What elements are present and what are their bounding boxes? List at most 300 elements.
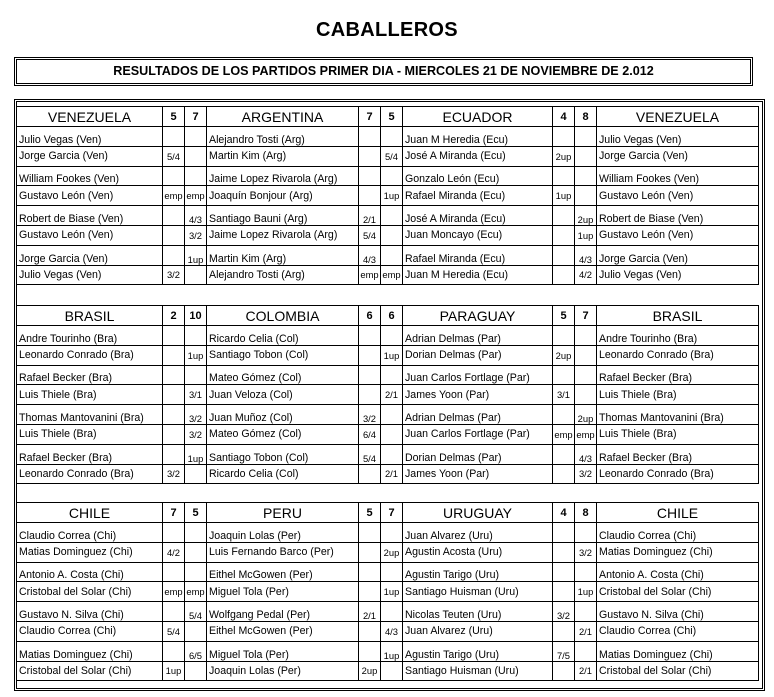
match-result: [553, 464, 575, 484]
match-result: [163, 245, 185, 265]
match-row: [17, 385, 759, 405]
group-table: [16, 305, 759, 484]
player-name: Agustin Acosta (Uru): [403, 542, 553, 562]
player-name: Dorian Delmas (Par): [403, 444, 553, 464]
match-result: [553, 542, 575, 562]
match-result: 4/3: [359, 245, 381, 265]
page-title: CABALLEROS: [316, 19, 458, 41]
match-result: [553, 444, 575, 464]
match-result: [553, 621, 575, 641]
match-result: [575, 166, 597, 186]
match-result: 2up: [381, 542, 403, 562]
player-name: Luis Thiele (Bra): [597, 424, 759, 444]
player-name: Leonardo Conrado (Bra): [597, 464, 759, 484]
team-name: VENEZUELA: [597, 107, 759, 127]
match-result: [553, 562, 575, 582]
player-name: Martin Kim (Arg): [207, 146, 359, 166]
match-result: [553, 326, 575, 346]
match-result: 4/3: [381, 621, 403, 641]
team-score: 4: [553, 107, 575, 127]
player-name: Luis Thiele (Bra): [597, 385, 759, 405]
player-name: Juan Alvarez (Uru): [403, 621, 553, 641]
team-name: BRASIL: [17, 306, 163, 326]
player-name: Dorian Delmas (Par): [403, 345, 553, 365]
player-name: Ricardo Celia (Col): [207, 464, 359, 484]
match-result: [553, 365, 575, 385]
player-name: Miguel Tola (Per): [207, 641, 359, 661]
match-result: 4/2: [163, 542, 185, 562]
match-result: emp: [575, 424, 597, 444]
player-name: Miguel Tola (Per): [207, 582, 359, 602]
match-result: [575, 127, 597, 147]
match-result: [163, 225, 185, 245]
match-result: [359, 166, 381, 186]
match-result: [381, 562, 403, 582]
match-result: 5/4: [163, 621, 185, 641]
player-name: Agustin Tarigo (Uru): [403, 641, 553, 661]
player-name: Luis Fernando Barco (Per): [207, 542, 359, 562]
match-result: 2/1: [575, 661, 597, 681]
match-row: [17, 542, 759, 562]
match-result: 1up: [185, 345, 207, 365]
match-row: [17, 245, 759, 265]
match-result: emp: [359, 265, 381, 285]
match-result: [359, 621, 381, 641]
match-row: [17, 405, 759, 425]
team-score: 4: [553, 503, 575, 523]
player-name: Juan Muñoz (Col): [207, 405, 359, 425]
match-result: 1up: [553, 186, 575, 206]
player-name: Gustavo León (Ven): [597, 225, 759, 245]
player-name: Rafael Becker (Bra): [17, 365, 163, 385]
match-result: 5/4: [163, 146, 185, 166]
player-name: Julio Vegas (Ven): [597, 265, 759, 285]
match-result: [359, 385, 381, 405]
player-name: Juan M Heredia (Ecu): [403, 127, 553, 147]
player-name: Rafael Miranda (Ecu): [403, 186, 553, 206]
player-name: Rafael Becker (Bra): [597, 365, 759, 385]
match-row: [17, 146, 759, 166]
match-result: [381, 405, 403, 425]
match-result: [381, 245, 403, 265]
match-row: [17, 345, 759, 365]
match-result: 3/2: [163, 464, 185, 484]
match-result: [185, 265, 207, 285]
player-name: Rafael Becker (Bra): [17, 444, 163, 464]
player-name: Matias Dominguez (Chi): [597, 542, 759, 562]
player-name: Jorge Garcia (Ven): [597, 146, 759, 166]
match-result: 2up: [575, 206, 597, 226]
match-result: [163, 523, 185, 543]
team-score: 5: [381, 107, 403, 127]
match-result: 1up: [381, 582, 403, 602]
match-result: [359, 582, 381, 602]
player-name: Santiago Huisman (Uru): [403, 582, 553, 602]
player-name: Matias Dominguez (Chi): [597, 641, 759, 661]
player-name: Cristobal del Solar (Chi): [597, 582, 759, 602]
match-result: 1up: [185, 245, 207, 265]
team-score: 6: [381, 306, 403, 326]
match-result: 2up: [553, 345, 575, 365]
match-result: 4/3: [575, 444, 597, 464]
match-result: [359, 641, 381, 661]
player-name: Gustavo León (Ven): [597, 186, 759, 206]
player-name: Matias Dominguez (Chi): [17, 542, 163, 562]
match-row: [17, 621, 759, 641]
match-result: [553, 225, 575, 245]
player-name: Cristobal del Solar (Chi): [17, 582, 163, 602]
match-result: [185, 127, 207, 147]
match-result: [185, 326, 207, 346]
match-result: 3/2: [185, 424, 207, 444]
player-name: Jorge Garcia (Ven): [17, 245, 163, 265]
match-result: [575, 186, 597, 206]
match-result: [359, 464, 381, 484]
player-name: Thomas Mantovanini (Bra): [17, 405, 163, 425]
match-result: 3/1: [185, 385, 207, 405]
match-row: [17, 206, 759, 226]
match-result: [359, 562, 381, 582]
match-result: [553, 582, 575, 602]
team-score: 2: [163, 306, 185, 326]
match-row: [17, 641, 759, 661]
group-header-row: [17, 306, 759, 326]
match-result: 3/2: [553, 602, 575, 622]
match-row: [17, 127, 759, 147]
player-name: Antonio A. Costa (Chi): [17, 562, 163, 582]
match-row: [17, 464, 759, 484]
match-result: 3/2: [575, 542, 597, 562]
player-name: Claudio Correa (Chi): [17, 523, 163, 543]
match-result: emp: [185, 186, 207, 206]
player-name: Juan Carlos Fortlage (Par): [403, 365, 553, 385]
match-result: [163, 206, 185, 226]
match-result: [163, 365, 185, 385]
match-result: emp: [553, 424, 575, 444]
player-name: Luis Thiele (Bra): [17, 385, 163, 405]
team-score: 5: [359, 503, 381, 523]
match-result: [163, 405, 185, 425]
match-result: 3/2: [575, 464, 597, 484]
player-name: Juan M Heredia (Ecu): [403, 265, 553, 285]
match-result: [553, 523, 575, 543]
match-result: 7/5: [553, 641, 575, 661]
match-row: [17, 562, 759, 582]
match-result: 5/4: [185, 602, 207, 622]
player-name: Andre Tourinho (Bra): [17, 326, 163, 346]
player-name: Thomas Mantovanini (Bra): [597, 405, 759, 425]
match-row: [17, 365, 759, 385]
match-result: [185, 562, 207, 582]
match-result: [359, 365, 381, 385]
player-name: James Yoon (Par): [403, 464, 553, 484]
player-name: Adrian Delmas (Par): [403, 326, 553, 346]
player-name: Luis Thiele (Bra): [17, 424, 163, 444]
player-name: Ricardo Celia (Col): [207, 326, 359, 346]
team-score: 8: [575, 107, 597, 127]
match-result: [575, 562, 597, 582]
team-name: ECUADOR: [403, 107, 553, 127]
player-name: Leonardo Conrado (Bra): [17, 464, 163, 484]
team-name: VENEZUELA: [17, 107, 163, 127]
match-result: 5/4: [381, 146, 403, 166]
match-row: [17, 265, 759, 285]
match-result: emp: [163, 186, 185, 206]
match-result: [163, 444, 185, 464]
player-name: Juan Alvarez (Uru): [403, 523, 553, 543]
match-result: emp: [381, 265, 403, 285]
player-name: Claudio Correa (Chi): [17, 621, 163, 641]
team-score: 7: [163, 503, 185, 523]
team-score: 10: [185, 306, 207, 326]
player-name: Santiago Tobon (Col): [207, 444, 359, 464]
match-row: [17, 602, 759, 622]
player-name: Eithel McGowen (Per): [207, 562, 359, 582]
player-name: Andre Tourinho (Bra): [597, 326, 759, 346]
match-row: [17, 225, 759, 245]
player-name: Mateo Gómez (Col): [207, 365, 359, 385]
player-name: Jorge Garcia (Ven): [597, 245, 759, 265]
match-row: [17, 186, 759, 206]
match-result: 1up: [575, 582, 597, 602]
player-name: Alejandro Tosti (Arg): [207, 127, 359, 147]
match-result: [359, 345, 381, 365]
player-name: Gustavo León (Ven): [17, 225, 163, 245]
team-score: 7: [575, 306, 597, 326]
match-result: [381, 326, 403, 346]
player-name: Martin Kim (Arg): [207, 245, 359, 265]
match-result: [163, 424, 185, 444]
team-name: CHILE: [17, 503, 163, 523]
player-name: Leonardo Conrado (Bra): [17, 345, 163, 365]
match-result: 1up: [381, 641, 403, 661]
team-score: 7: [185, 107, 207, 127]
team-score: 5: [185, 503, 207, 523]
match-result: 6/4: [359, 424, 381, 444]
match-result: 3/2: [185, 405, 207, 425]
team-score: 5: [553, 306, 575, 326]
match-result: [381, 444, 403, 464]
match-result: [553, 166, 575, 186]
match-result: 1up: [185, 444, 207, 464]
team-score: 6: [359, 306, 381, 326]
match-row: [17, 444, 759, 464]
match-result: [381, 602, 403, 622]
team-score: 7: [381, 503, 403, 523]
subtitle: RESULTADOS DE LOS PARTIDOS PRIMER DIA - MIERCOLES 21 DE NOVIEMBRE DE 2.012: [113, 64, 654, 78]
match-result: [359, 127, 381, 147]
match-result: 3/1: [553, 385, 575, 405]
match-result: [163, 602, 185, 622]
player-name: Claudio Correa (Chi): [597, 523, 759, 543]
match-result: 3/2: [185, 225, 207, 245]
match-result: [359, 523, 381, 543]
match-result: [553, 206, 575, 226]
player-name: Santiago Huisman (Uru): [403, 661, 553, 681]
match-result: [359, 186, 381, 206]
match-result: [553, 127, 575, 147]
player-name: Santiago Bauni (Arg): [207, 206, 359, 226]
match-result: 6/5: [185, 641, 207, 661]
player-name: Jaime Lopez Rivarola (Arg): [207, 225, 359, 245]
match-result: [553, 245, 575, 265]
player-name: Julio Vegas (Ven): [17, 265, 163, 285]
match-result: [381, 424, 403, 444]
team-name: COLOMBIA: [207, 306, 359, 326]
player-name: Gustavo N. Silva (Chi): [17, 602, 163, 622]
team-name: URUGUAY: [403, 503, 553, 523]
match-result: [575, 602, 597, 622]
match-result: [359, 326, 381, 346]
match-result: 2/1: [381, 385, 403, 405]
match-result: 3/2: [163, 265, 185, 285]
match-result: [185, 464, 207, 484]
match-result: [381, 206, 403, 226]
player-name: James Yoon (Par): [403, 385, 553, 405]
match-row: [17, 326, 759, 346]
match-result: [163, 562, 185, 582]
player-name: Cristobal del Solar (Chi): [17, 661, 163, 681]
player-name: Gustavo N. Silva (Chi): [597, 602, 759, 622]
match-result: [553, 661, 575, 681]
team-name: BRASIL: [597, 306, 759, 326]
match-result: 2up: [359, 661, 381, 681]
match-result: 1up: [163, 661, 185, 681]
player-name: Eithel McGowen (Per): [207, 621, 359, 641]
match-result: [185, 661, 207, 681]
match-result: [575, 345, 597, 365]
team-name: PARAGUAY: [403, 306, 553, 326]
match-result: emp: [185, 582, 207, 602]
match-result: [575, 146, 597, 166]
match-result: 3/2: [359, 405, 381, 425]
player-name: Jaime Lopez Rivarola (Arg): [207, 166, 359, 186]
match-result: 2up: [553, 146, 575, 166]
player-name: José A Miranda (Ecu): [403, 206, 553, 226]
player-name: Alejandro Tosti (Arg): [207, 265, 359, 285]
match-result: [575, 365, 597, 385]
player-name: Agustin Tarigo (Uru): [403, 562, 553, 582]
match-result: [185, 542, 207, 562]
match-result: [163, 641, 185, 661]
team-name: ARGENTINA: [207, 107, 359, 127]
match-row: [17, 661, 759, 681]
player-name: Robert de Biase (Ven): [17, 206, 163, 226]
team-score: 5: [163, 107, 185, 127]
match-result: [381, 365, 403, 385]
player-name: Nicolas Teuten (Uru): [403, 602, 553, 622]
match-result: [575, 641, 597, 661]
player-name: Wolfgang Pedal (Per): [207, 602, 359, 622]
match-result: [185, 166, 207, 186]
match-result: [575, 326, 597, 346]
match-result: 1up: [575, 225, 597, 245]
match-result: [381, 166, 403, 186]
player-name: Claudio Correa (Chi): [597, 621, 759, 641]
player-name: Matias Dominguez (Chi): [17, 641, 163, 661]
player-name: Gustavo León (Ven): [17, 186, 163, 206]
player-name: Joaquin Lolas (Per): [207, 523, 359, 543]
match-result: [163, 345, 185, 365]
match-result: 1up: [381, 186, 403, 206]
match-result: [163, 127, 185, 147]
group-header-row: [17, 107, 759, 127]
match-result: [381, 225, 403, 245]
player-name: Adrian Delmas (Par): [403, 405, 553, 425]
match-result: 5/4: [359, 225, 381, 245]
player-name: José A Miranda (Ecu): [403, 146, 553, 166]
player-name: Cristobal del Solar (Chi): [597, 661, 759, 681]
player-name: Rafael Becker (Bra): [597, 444, 759, 464]
player-name: Joaquin Lolas (Per): [207, 661, 359, 681]
match-result: 2/1: [359, 602, 381, 622]
match-row: [17, 582, 759, 602]
match-result: [185, 365, 207, 385]
team-name: CHILE: [597, 503, 759, 523]
group-table: [16, 502, 759, 681]
match-result: 2/1: [359, 206, 381, 226]
player-name: Juan Carlos Fortlage (Par): [403, 424, 553, 444]
player-name: Leonardo Conrado (Bra): [597, 345, 759, 365]
match-result: [163, 166, 185, 186]
player-name: Gonzalo León (Ecu): [403, 166, 553, 186]
match-result: [381, 661, 403, 681]
team-name: PERU: [207, 503, 359, 523]
player-name: Mateo Gómez (Col): [207, 424, 359, 444]
player-name: Juan Veloza (Col): [207, 385, 359, 405]
match-result: 1up: [381, 345, 403, 365]
match-row: [17, 166, 759, 186]
group-table: [16, 106, 759, 285]
match-result: emp: [163, 582, 185, 602]
match-result: [185, 523, 207, 543]
player-name: William Fookes (Ven): [17, 166, 163, 186]
match-result: 2/1: [575, 621, 597, 641]
player-name: Robert de Biase (Ven): [597, 206, 759, 226]
match-row: [17, 523, 759, 543]
match-result: [185, 146, 207, 166]
player-name: William Fookes (Ven): [597, 166, 759, 186]
player-name: Santiago Tobon (Col): [207, 345, 359, 365]
player-name: Rafael Miranda (Ecu): [403, 245, 553, 265]
match-result: [381, 523, 403, 543]
match-result: [381, 127, 403, 147]
match-result: [185, 621, 207, 641]
player-name: Joaquín Bonjour (Arg): [207, 186, 359, 206]
match-result: [163, 385, 185, 405]
match-result: 4/2: [575, 265, 597, 285]
player-name: Julio Vegas (Ven): [597, 127, 759, 147]
match-result: 4/3: [575, 245, 597, 265]
team-score: 8: [575, 503, 597, 523]
player-name: Julio Vegas (Ven): [17, 127, 163, 147]
match-result: [359, 542, 381, 562]
player-name: Jorge Garcia (Ven): [17, 146, 163, 166]
match-result: 2up: [575, 405, 597, 425]
match-result: 4/3: [185, 206, 207, 226]
match-result: [553, 265, 575, 285]
match-result: [163, 326, 185, 346]
player-name: Juan Moncayo (Ecu): [403, 225, 553, 245]
match-result: 5/4: [359, 444, 381, 464]
match-result: [359, 146, 381, 166]
group-header-row: [17, 503, 759, 523]
match-result: [575, 385, 597, 405]
match-result: 2/1: [381, 464, 403, 484]
match-result: [575, 523, 597, 543]
team-score: 7: [359, 107, 381, 127]
match-row: [17, 424, 759, 444]
